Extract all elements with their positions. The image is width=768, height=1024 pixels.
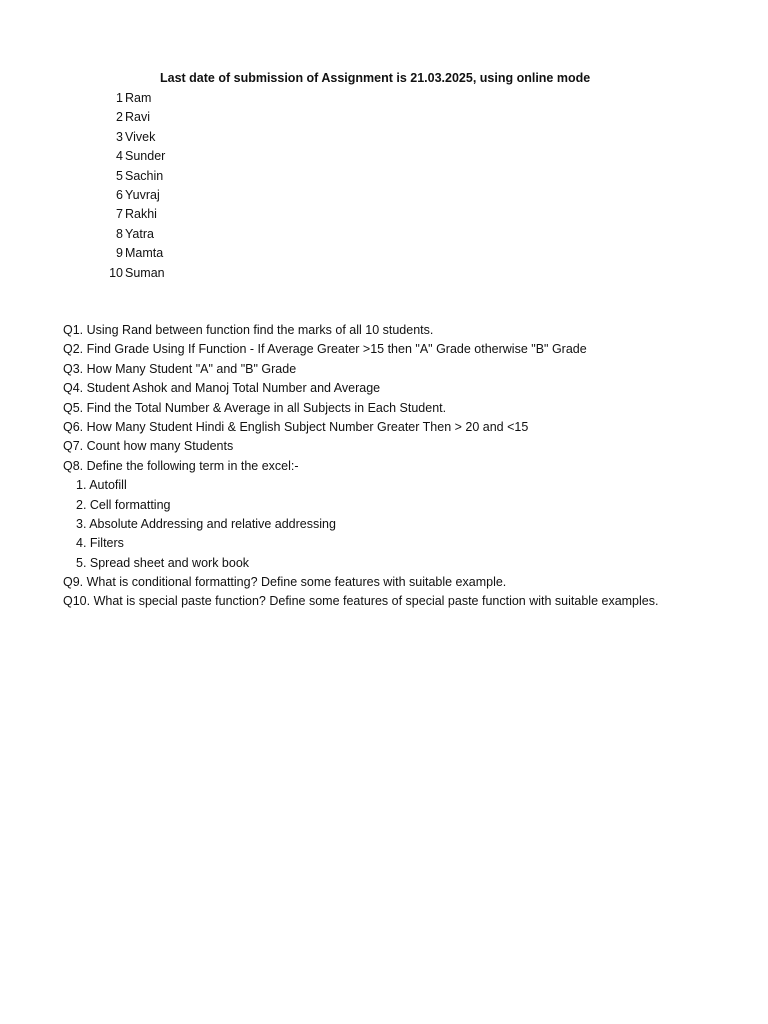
student-name: Yatra [125,226,154,241]
question-1: Q1. Using Rand between function find the marks of all 10 students. [63,323,434,337]
question-9: Q9. What is conditional formatting? Define some features with suitable example. [63,575,507,590]
question-8-item-spreadsheet: 5. Spread sheet and work book [76,555,250,570]
student-name: Ram [125,91,152,105]
assignment-deadline-heading: Last date of submission of Assignment is 21.03.2025, using online mode [160,71,591,85]
question-7: Q7. Count how many Students [63,439,234,454]
student-number: 1 [116,91,123,105]
question-8-item-autofill: 1. Autofill [76,478,127,493]
question-list [63,321,753,612]
student-number: 2 [116,110,123,125]
student-number: 3 [116,129,123,144]
student-number: 6 [116,187,123,202]
list-item [96,225,296,244]
student-name: Suman [125,265,165,280]
list-item [96,264,296,283]
list-item [96,89,296,108]
list-item [96,205,296,224]
question-2: Q2. Find Grade Using If Function - If Average Greater >15 then "A" Grade otherwise "B" Grade [63,342,587,357]
student-number: 9 [116,246,123,261]
list-item [96,128,296,147]
student-name: Sunder [125,149,166,164]
question-3: Q3. How Many Student "A" and "B" Grade [63,361,297,376]
list-item [96,244,296,263]
list-item [96,108,296,127]
question-8-item-cell-formatting: 2. Cell formatting [76,497,171,512]
student-name: Rakhi [125,207,157,222]
student-number: 4 [116,149,123,164]
student-number: 7 [116,207,123,222]
question-10: Q10. What is special paste function? Define some features of special paste function with suitable examples. [63,594,659,609]
student-number: 8 [116,226,123,241]
list-item [96,167,296,186]
question-6: Q6. How Many Student Hindi & English Subject Number Greater Then > 20 and <15 [63,419,529,434]
student-name: Mamta [125,246,164,261]
list-item [96,147,296,166]
question-8-item-filters: 4. Filters [76,536,124,551]
list-item [96,186,296,205]
student-name: Ravi [125,110,151,125]
question-8-item-addressing: 3. Absolute Addressing and relative addressing [76,516,336,531]
student-name: Sachin [125,168,164,183]
student-number: 5 [116,168,123,183]
question-5: Q5. Find the Total Number & Average in all Subjects in Each Student. [63,400,447,415]
question-4: Q4. Student Ashok and Manoj Total Number and Average [63,381,381,396]
student-list [96,89,296,283]
student-name: Vivek [125,129,156,144]
question-8: Q8. Define the following term in the excel:- [63,458,299,473]
student-number: 10 [109,265,123,280]
student-name: Yuvraj [125,187,160,202]
